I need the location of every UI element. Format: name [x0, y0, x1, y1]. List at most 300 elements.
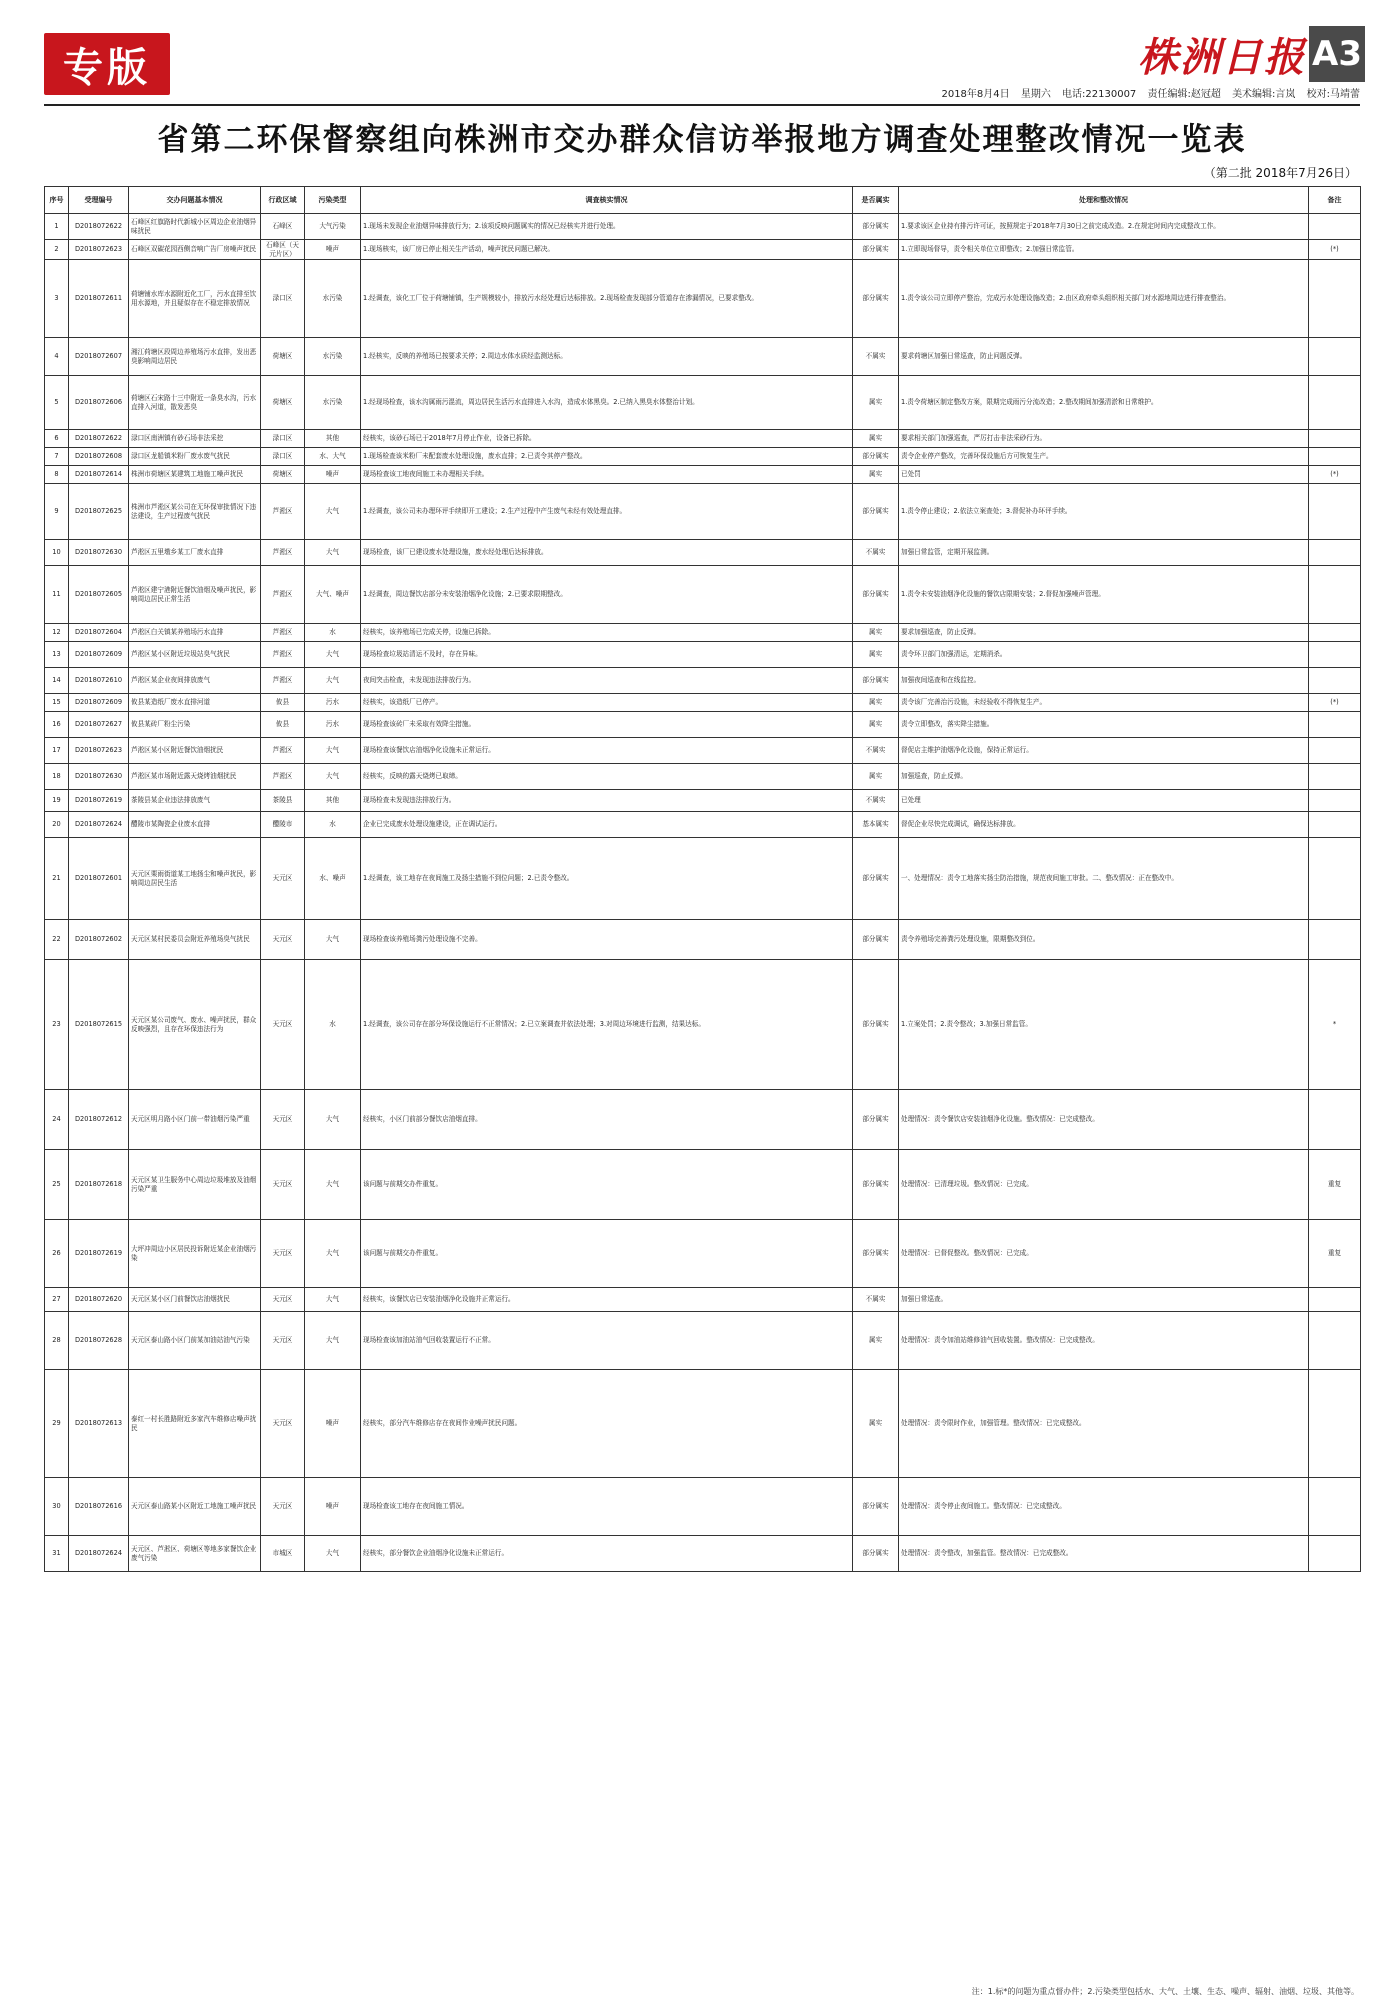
column-header: 备注	[1309, 187, 1361, 214]
verification-status: 属实	[853, 1370, 899, 1478]
pollution-type: 水	[305, 960, 361, 1090]
investigation-detail: 现场检查该养殖场粪污处理设施不完善。	[361, 920, 853, 960]
acceptance-id: D2018072630	[69, 764, 129, 790]
remark: 重复	[1309, 1220, 1361, 1288]
district: 天元区	[261, 1150, 305, 1220]
investigation-detail: 夜间突击检查，未发现违法排放行为。	[361, 668, 853, 694]
verification-status: 属实	[853, 624, 899, 642]
row-number: 20	[45, 812, 69, 838]
verification-status: 部分属实	[853, 960, 899, 1090]
remark	[1309, 668, 1361, 694]
row-number: 4	[45, 338, 69, 376]
verification-status: 部分属实	[853, 1536, 899, 1572]
investigation-detail: 1.现场未发现企业油烟异味排放行为；2.该项反映问题属实的情况已经核实并进行处理。	[361, 214, 853, 240]
district: 天元区	[261, 1312, 305, 1370]
verification-status: 属实	[853, 642, 899, 668]
table-row	[45, 1536, 1361, 1572]
issue-summary: 芦淞区白关镇某养殖场污水直排	[129, 624, 261, 642]
verification-status: 部分属实	[853, 240, 899, 260]
pollution-type: 水、噪声	[305, 838, 361, 920]
acceptance-id: D2018072609	[69, 694, 129, 712]
row-number: 18	[45, 764, 69, 790]
pollution-type: 水	[305, 812, 361, 838]
handling-result: 加强夜间巡查和在线监控。	[899, 668, 1309, 694]
verification-status: 部分属实	[853, 1220, 899, 1288]
table-row	[45, 376, 1361, 430]
acceptance-id: D2018072602	[69, 920, 129, 960]
verification-status: 基本属实	[853, 812, 899, 838]
newspaper-brand-logo: 株洲日报	[1138, 34, 1306, 81]
verification-status: 部分属实	[853, 484, 899, 540]
district: 芦淞区	[261, 764, 305, 790]
handling-result: 要求荷塘区加强日常巡查，防止问题反弹。	[899, 338, 1309, 376]
investigation-detail: 现场检查该加油站油气回收装置运行不正常。	[361, 1312, 853, 1370]
issue-summary: 泰红一村长胜路附近多家汽车维修店噪声扰民	[129, 1370, 261, 1478]
pollution-type: 大气	[305, 1090, 361, 1150]
issue-summary: 株洲市芦淞区某公司在无环保审批情况下违法建设，生产过程废气扰民	[129, 484, 261, 540]
investigation-detail: 现场检查该工地存在夜间施工情况。	[361, 1478, 853, 1536]
issue-summary: 天元区某小区门前餐饮店油烟扰民	[129, 1288, 261, 1312]
row-number: 21	[45, 838, 69, 920]
remark	[1309, 712, 1361, 738]
acceptance-id: D2018072611	[69, 260, 129, 338]
district: 荷塘区	[261, 376, 305, 430]
issue-summary: 芦淞区五里墩乡某工厂废水直排	[129, 540, 261, 566]
handling-result: 处理情况：责令餐饮店安装油烟净化设施。整改情况：已完成整改。	[899, 1090, 1309, 1150]
table-header-row	[45, 187, 1361, 214]
row-number: 14	[45, 668, 69, 694]
table-row	[45, 214, 1361, 240]
table-row	[45, 920, 1361, 960]
table-row	[45, 1312, 1361, 1370]
district: 天元区	[261, 1478, 305, 1536]
column-header: 序号	[45, 187, 69, 214]
row-number: 10	[45, 540, 69, 566]
verification-status: 部分属实	[853, 920, 899, 960]
district: 天元区	[261, 838, 305, 920]
issue-summary: 石峰区红旗路时代新城小区周边企业油烟异味扰民	[129, 214, 261, 240]
acceptance-id: D2018072606	[69, 376, 129, 430]
issue-summary: 天元区泰山路小区门前某加油站油气污染	[129, 1312, 261, 1370]
issue-summary: 天元区某公司废气、废水、噪声扰民，群众反映强烈，且存在环保违法行为	[129, 960, 261, 1090]
table-row	[45, 1288, 1361, 1312]
district: 攸县	[261, 712, 305, 738]
handling-result: 处理情况：责令限时作业，加强管理。整改情况：已完成整改。	[899, 1370, 1309, 1478]
verification-status: 部分属实	[853, 566, 899, 624]
handling-result: 1.责令荷塘区制定整改方案，限期完成雨污分流改造；2.整改期间加强清淤和日常维护。	[899, 376, 1309, 430]
row-number: 19	[45, 790, 69, 812]
pollution-type: 其他	[305, 790, 361, 812]
handling-result: 处理情况：责令整改，加强监管。整改情况：已完成整改。	[899, 1536, 1309, 1572]
issue-summary: 荷塘区石宋路十三中附近一条臭水沟，污水直排入河道，散发恶臭	[129, 376, 261, 430]
pollution-type: 大气	[305, 668, 361, 694]
row-number: 30	[45, 1478, 69, 1536]
pollution-type: 大气	[305, 642, 361, 668]
acceptance-id: D2018072619	[69, 790, 129, 812]
acceptance-id: D2018072623	[69, 738, 129, 764]
page-number-label: A3	[1309, 26, 1365, 82]
table-row	[45, 1090, 1361, 1150]
district: 天元区	[261, 1090, 305, 1150]
pollution-type: 其他	[305, 430, 361, 448]
verification-status: 部分属实	[853, 448, 899, 466]
investigation-detail: 经核实，反映的露天烧烤已取缔。	[361, 764, 853, 790]
acceptance-id: D2018072628	[69, 1312, 129, 1370]
investigation-detail: 经核实，该餐饮店已安装油烟净化设施并正常运行。	[361, 1288, 853, 1312]
issue-summary: 石峰区双碳花园西侧音响广告厂房噪声扰民	[129, 240, 261, 260]
row-number: 26	[45, 1220, 69, 1288]
district: 渌口区	[261, 430, 305, 448]
district: 芦淞区	[261, 484, 305, 540]
remark: 重复	[1309, 1150, 1361, 1220]
pollution-type: 大气	[305, 1288, 361, 1312]
investigation-detail: 企业已完成废水处理设施建设，正在调试运行。	[361, 812, 853, 838]
pollution-type: 水	[305, 624, 361, 642]
acceptance-id: D2018072627	[69, 712, 129, 738]
pollution-type: 污水	[305, 694, 361, 712]
acceptance-id: D2018072622	[69, 214, 129, 240]
investigation-detail: 1.经调查，周边餐饮店部分未安装油烟净化设施；2.已要求限期整改。	[361, 566, 853, 624]
district: 醴陵市	[261, 812, 305, 838]
pollution-type: 大气	[305, 738, 361, 764]
handling-result: 要求加强巡查，防止反弹。	[899, 624, 1309, 642]
table-row	[45, 260, 1361, 338]
remark	[1309, 448, 1361, 466]
table-row	[45, 1370, 1361, 1478]
pollution-type: 水污染	[305, 338, 361, 376]
remark	[1309, 1288, 1361, 1312]
row-number: 11	[45, 566, 69, 624]
investigation-detail: 现场检查该砖厂未采取有效降尘措施。	[361, 712, 853, 738]
verification-status: 部分属实	[853, 260, 899, 338]
table-row	[45, 240, 1361, 260]
investigation-detail: 1.现场核实，该厂房已停止相关生产活动，噪声扰民问题已解决。	[361, 240, 853, 260]
district: 芦淞区	[261, 668, 305, 694]
district: 攸县	[261, 694, 305, 712]
district: 芦淞区	[261, 540, 305, 566]
handling-result: 已处罚	[899, 466, 1309, 484]
issue-summary: 茶陵县某企业违法排放废气	[129, 790, 261, 812]
acceptance-id: D2018072619	[69, 1220, 129, 1288]
remark	[1309, 764, 1361, 790]
issue-date: 2018年8月4日	[941, 89, 1010, 100]
remark	[1309, 1312, 1361, 1370]
remark	[1309, 214, 1361, 240]
row-number: 8	[45, 466, 69, 484]
district: 芦淞区	[261, 566, 305, 624]
issue-summary: 天元区泰山路某小区附近工地施工噪声扰民	[129, 1478, 261, 1536]
table-row	[45, 540, 1361, 566]
handling-result: 责令环卫部门加强清运，定期消杀。	[899, 642, 1309, 668]
verification-status: 属实	[853, 694, 899, 712]
district: 荷塘区	[261, 466, 305, 484]
row-number: 1	[45, 214, 69, 240]
pollution-type: 污水	[305, 712, 361, 738]
investigation-detail: 1.经核实，反映的养殖场已按要求关停；2.周边水体水质经监测达标。	[361, 338, 853, 376]
pollution-type: 大气	[305, 540, 361, 566]
verification-status: 部分属实	[853, 214, 899, 240]
row-number: 9	[45, 484, 69, 540]
handling-result: 责令该厂完善治污设施，未经验收不得恢复生产。	[899, 694, 1309, 712]
table-row	[45, 642, 1361, 668]
investigation-detail: 现场检查，该厂已建设废水处理设施，废水经处理后达标排放。	[361, 540, 853, 566]
complaint-table	[44, 186, 1361, 1572]
acceptance-id: D2018072624	[69, 1536, 129, 1572]
column-header: 行政区域	[261, 187, 305, 214]
remark	[1309, 790, 1361, 812]
remark	[1309, 838, 1361, 920]
art-editor: 美术编辑:言岚	[1232, 89, 1296, 100]
table-row	[45, 790, 1361, 812]
handling-result: 督促企业尽快完成调试，确保达标排放。	[899, 812, 1309, 838]
column-header: 受理编号	[69, 187, 129, 214]
pollution-type: 大气污染	[305, 214, 361, 240]
remark	[1309, 484, 1361, 540]
row-number: 23	[45, 960, 69, 1090]
pollution-type: 水污染	[305, 260, 361, 338]
acceptance-id: D2018072625	[69, 484, 129, 540]
responsible-editor: 责任编辑:赵冠超	[1147, 89, 1221, 100]
issue-summary: 醴陵市某陶瓷企业废水直排	[129, 812, 261, 838]
district: 石峰区（天元片区）	[261, 240, 305, 260]
district: 渌口区	[261, 448, 305, 466]
handling-result: 1.责令该公司立即停产整治，完成污水处理设施改造；2.由区政府牵头组织相关部门对水源地周边进行排查整治。	[899, 260, 1309, 338]
investigation-detail: 现场检查未发现违法排放行为。	[361, 790, 853, 812]
acceptance-id: D2018072624	[69, 812, 129, 838]
handling-result: 加强日常监管，定期开展监测。	[899, 540, 1309, 566]
remark: (*)	[1309, 466, 1361, 484]
district: 天元区	[261, 960, 305, 1090]
investigation-detail: 现场检查该工地夜间施工未办理相关手续。	[361, 466, 853, 484]
issue-weekday: 星期六	[1020, 89, 1051, 100]
issue-summary: 天元区明月路小区门前一带油烟污染严重	[129, 1090, 261, 1150]
district: 芦淞区	[261, 624, 305, 642]
remark	[1309, 642, 1361, 668]
table-row	[45, 960, 1361, 1090]
table-row	[45, 738, 1361, 764]
row-number: 6	[45, 430, 69, 448]
issue-summary: 攸县某砖厂粉尘污染	[129, 712, 261, 738]
pollution-type: 水、大气	[305, 448, 361, 466]
investigation-detail: 该问题与前期交办件重复。	[361, 1150, 853, 1220]
issue-phone: 电话:22130007	[1062, 89, 1137, 100]
remark	[1309, 1370, 1361, 1478]
acceptance-id: D2018072612	[69, 1090, 129, 1150]
handling-result: 督促店主维护油烟净化设施，保持正常运行。	[899, 738, 1309, 764]
pollution-type: 噪声	[305, 466, 361, 484]
remark	[1309, 738, 1361, 764]
verification-status: 部分属实	[853, 1478, 899, 1536]
district: 天元区	[261, 1370, 305, 1478]
table-row	[45, 1478, 1361, 1536]
pollution-type: 大气	[305, 920, 361, 960]
column-header: 污染类型	[305, 187, 361, 214]
acceptance-id: D2018072607	[69, 338, 129, 376]
remark: (*)	[1309, 240, 1361, 260]
handling-result: 加强巡查，防止反弹。	[899, 764, 1309, 790]
column-header: 调查核实情况	[361, 187, 853, 214]
district: 天元区	[261, 1288, 305, 1312]
acceptance-id: D2018072608	[69, 448, 129, 466]
row-number: 25	[45, 1150, 69, 1220]
table-row	[45, 448, 1361, 466]
verification-status: 不属实	[853, 1288, 899, 1312]
investigation-detail: 1.经调查，该公司存在部分环保设施运行不正常情况；2.已立案调查并依法处理；3.对周边环境进行监测，结果达标。	[361, 960, 853, 1090]
issue-summary: 天元区栗雨街道某工地扬尘和噪声扰民，影响周边居民生活	[129, 838, 261, 920]
row-number: 13	[45, 642, 69, 668]
issue-summary: 天元区某卫生服务中心周边垃圾堆放及油烟污染严重	[129, 1150, 261, 1220]
acceptance-id: D2018072610	[69, 668, 129, 694]
acceptance-id: D2018072601	[69, 838, 129, 920]
table-row	[45, 566, 1361, 624]
verification-status: 属实	[853, 712, 899, 738]
district: 渌口区	[261, 260, 305, 338]
handling-result: 处理情况：已督促整改。整改情况：已完成。	[899, 1220, 1309, 1288]
acceptance-id: D2018072614	[69, 466, 129, 484]
verification-status: 属实	[853, 764, 899, 790]
pollution-type: 水污染	[305, 376, 361, 430]
table-row	[45, 484, 1361, 540]
column-header: 交办问题基本情况	[129, 187, 261, 214]
district: 市城区	[261, 1536, 305, 1572]
investigation-detail: 经核实，小区门前部分餐饮店油烟直排。	[361, 1090, 853, 1150]
issue-summary: 渌口区龙船镇米粉厂废水废气扰民	[129, 448, 261, 466]
handling-result: 责令养殖场完善粪污处理设施，限期整改到位。	[899, 920, 1309, 960]
issue-summary: 攸县某造纸厂废水直排河道	[129, 694, 261, 712]
table-row	[45, 466, 1361, 484]
pollution-type: 噪声	[305, 1478, 361, 1536]
row-number: 31	[45, 1536, 69, 1572]
investigation-detail: 1.经调查，该工地存在夜间施工及扬尘措施不到位问题；2.已责令整改。	[361, 838, 853, 920]
district: 荷塘区	[261, 338, 305, 376]
row-number: 7	[45, 448, 69, 466]
row-number: 22	[45, 920, 69, 960]
handling-result: 已处理	[899, 790, 1309, 812]
investigation-detail: 1.现场检查该米粉厂未配套废水处理设施，废水直排；2.已责令其停产整改。	[361, 448, 853, 466]
remark	[1309, 1090, 1361, 1150]
pollution-type: 大气	[305, 1536, 361, 1572]
issue-summary: 天元区某村民委员会附近养殖场臭气扰民	[129, 920, 261, 960]
investigation-detail: 经核实，该造纸厂已停产。	[361, 694, 853, 712]
column-header: 是否属实	[853, 187, 899, 214]
row-number: 17	[45, 738, 69, 764]
remark	[1309, 566, 1361, 624]
investigation-detail: 经核实，该砂石场已于2018年7月停止作业，设备已拆除。	[361, 430, 853, 448]
remark	[1309, 338, 1361, 376]
remark	[1309, 1536, 1361, 1572]
acceptance-id: D2018072630	[69, 540, 129, 566]
table-row	[45, 694, 1361, 712]
table-row	[45, 338, 1361, 376]
pollution-type: 噪声	[305, 240, 361, 260]
investigation-detail: 1.经调查，该公司未办理环评手续即开工建设；2.生产过程中产生废气未经有效处理直排。	[361, 484, 853, 540]
table-row	[45, 838, 1361, 920]
remark	[1309, 540, 1361, 566]
acceptance-id: D2018072622	[69, 430, 129, 448]
issue-summary: 株洲市荷塘区某建筑工地施工噪声扰民	[129, 466, 261, 484]
column-header: 处理和整改情况	[899, 187, 1309, 214]
acceptance-id: D2018072616	[69, 1478, 129, 1536]
acceptance-id: D2018072623	[69, 240, 129, 260]
investigation-detail: 现场检查该餐饮店油烟净化设施未正常运行。	[361, 738, 853, 764]
remark	[1309, 260, 1361, 338]
handling-result: 处理情况：责令停止夜间施工。整改情况：已完成整改。	[899, 1478, 1309, 1536]
verification-status: 属实	[853, 466, 899, 484]
page-title: 省第二环保督察组向株洲市交办群众信访举报地方调查处理整改情况一览表	[157, 122, 1247, 158]
row-number: 27	[45, 1288, 69, 1312]
remark: *	[1309, 960, 1361, 1090]
acceptance-id: D2018072615	[69, 960, 129, 1090]
handling-result: 一、处理情况：责令工地落实扬尘防治措施，规范夜间施工审批。二、整改情况：正在整改中。	[899, 838, 1309, 920]
table-body	[45, 214, 1361, 1572]
issue-summary: 荷塘铺水库水源附近化工厂，污水直排至饮用水源地，并且疑似存在不稳定排放情况	[129, 260, 261, 338]
investigation-detail: 1.经调查，该化工厂位于荷塘铺镇，生产规模较小，排放污水经处理后达标排放。2.现场检查发现部分管道存在渗漏情况，已要求整改。	[361, 260, 853, 338]
row-number: 16	[45, 712, 69, 738]
handling-result: 处理情况：责令加油站维修油气回收装置。整改情况：已完成整改。	[899, 1312, 1309, 1370]
remark	[1309, 920, 1361, 960]
investigation-detail: 该问题与前期交办件重复。	[361, 1220, 853, 1288]
investigation-detail: 经核实，部分汽车维修店存在夜间作业噪声扰民问题。	[361, 1370, 853, 1478]
acceptance-id: D2018072609	[69, 642, 129, 668]
verification-status: 不属实	[853, 540, 899, 566]
verification-status: 部分属实	[853, 1150, 899, 1220]
acceptance-id: D2018072620	[69, 1288, 129, 1312]
remark	[1309, 812, 1361, 838]
pollution-type: 大气	[305, 764, 361, 790]
table-footnote: 注：1.标*的问题为重点督办件；2.污染类型包括水、大气、土壤、生态、噪声、辐射、油烟、垃圾、其他等。	[971, 1987, 1359, 1996]
header-divider	[44, 104, 1360, 106]
acceptance-id: D2018072618	[69, 1150, 129, 1220]
row-number: 24	[45, 1090, 69, 1150]
table-row	[45, 764, 1361, 790]
pollution-type: 大气	[305, 484, 361, 540]
pollution-type: 大气	[305, 1150, 361, 1220]
handling-result: 责令企业停产整改，完善环保设施后方可恢复生产。	[899, 448, 1309, 466]
proofreader: 校对:马靖蕾	[1306, 89, 1360, 100]
investigation-detail: 现场检查垃圾站清运不及时，存在异味。	[361, 642, 853, 668]
pollution-type: 噪声	[305, 1370, 361, 1478]
remark	[1309, 376, 1361, 430]
district: 芦淞区	[261, 738, 305, 764]
table-row	[45, 812, 1361, 838]
row-number: 15	[45, 694, 69, 712]
district: 芦淞区	[261, 642, 305, 668]
verification-status: 属实	[853, 430, 899, 448]
verification-status: 部分属实	[853, 838, 899, 920]
row-number: 29	[45, 1370, 69, 1478]
acceptance-id: D2018072604	[69, 624, 129, 642]
district: 石峰区	[261, 214, 305, 240]
pollution-type: 大气、噪声	[305, 566, 361, 624]
row-number: 3	[45, 260, 69, 338]
handling-result: 责令立即整改，落实降尘措施。	[899, 712, 1309, 738]
table-row	[45, 1150, 1361, 1220]
pollution-type: 大气	[305, 1312, 361, 1370]
handling-result: 1.要求该区企业持有排污许可证，按照规定于2018年7月30日之前完成改造。2.在规定时间内完成整改工作。	[899, 214, 1309, 240]
verification-status: 属实	[853, 1312, 899, 1370]
verification-status: 属实	[853, 376, 899, 430]
handling-result: 1.责令未安装油烟净化设施的餐饮店限期安装；2.督促加强噪声管理。	[899, 566, 1309, 624]
investigation-detail: 1.经现场检查，该水沟属雨污混流，周边居民生活污水直排进入水沟，造成水体黑臭。2.已纳入黑臭水体整治计划。	[361, 376, 853, 430]
handling-result: 1.立即现场督导，责令相关单位立即整改；2.加强日常监管。	[899, 240, 1309, 260]
acceptance-id: D2018072605	[69, 566, 129, 624]
issue-summary: 大坪冲周边小区居民投诉附近某企业油烟污染	[129, 1220, 261, 1288]
handling-result: 1.责令停止建设；2.依法立案查处；3.督促补办环评手续。	[899, 484, 1309, 540]
verification-status: 不属实	[853, 790, 899, 812]
issue-summary: 芦淞区建宁港附近餐饮油烟及噪声扰民，影响周边居民正常生活	[129, 566, 261, 624]
pollution-type: 大气	[305, 1220, 361, 1288]
investigation-detail: 经核实，部分餐饮企业油烟净化设施未正常运行。	[361, 1536, 853, 1572]
